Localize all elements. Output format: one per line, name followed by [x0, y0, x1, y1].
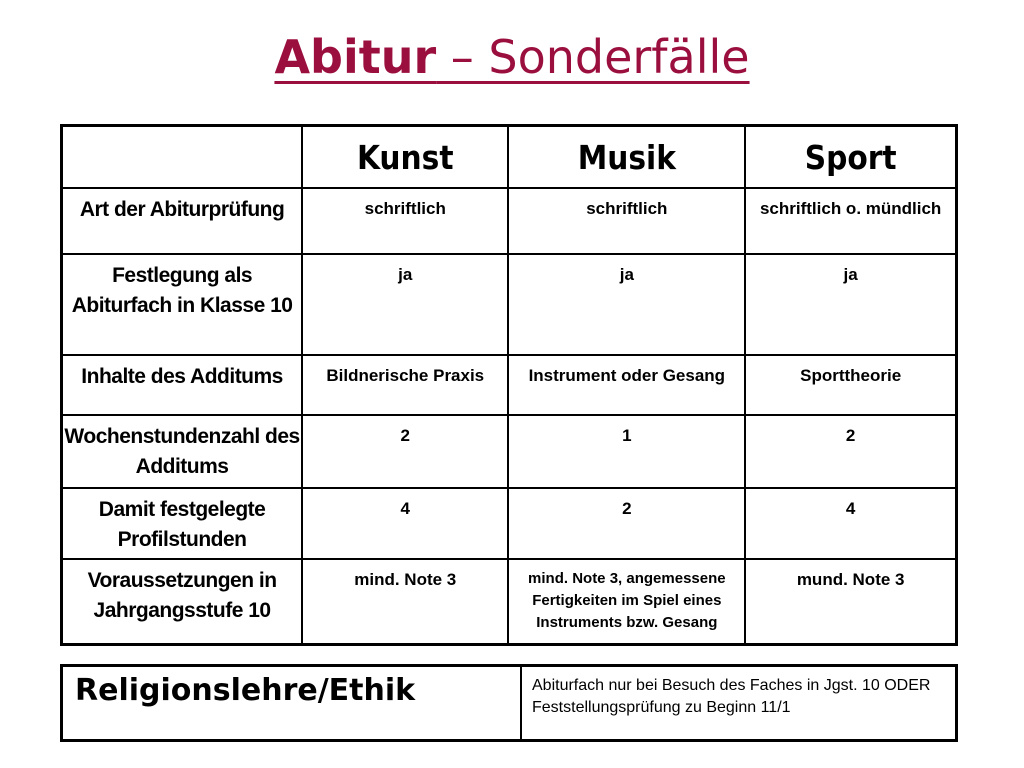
cell-sport: Sporttheorie	[745, 355, 956, 415]
row-label: Inhalte des Additums	[62, 355, 303, 415]
row-label: Art der Abiturprüfung	[62, 188, 303, 254]
religion-label: Religionslehre/Ethik	[62, 666, 522, 741]
cell-musik: Instrument oder Gesang	[508, 355, 745, 415]
header-cell-kunst: Kunst	[302, 126, 508, 189]
cell-kunst: schriftlich	[302, 188, 508, 254]
cell-musik: mind. Note 3, angemessene Fertigkeiten im Spiel eines Instruments bzw. Gesang	[508, 559, 745, 644]
title-bold: Abitur	[274, 30, 437, 84]
cell-sport: mund. Note 3	[745, 559, 956, 644]
cell-musik: ja	[508, 254, 745, 355]
table-row	[62, 559, 957, 644]
special-cases-table	[60, 124, 958, 646]
header-cell-musik: Musik	[508, 126, 745, 189]
table-row	[62, 666, 957, 741]
table-header-row	[62, 126, 957, 189]
cell-sport: 2	[745, 415, 956, 488]
row-label: Wochenstundenzahl des Additums	[62, 415, 303, 488]
religion-note: Abiturfach nur bei Besuch des Faches in Jgst. 10 ODER Feststellungsprüfung zu Beginn 11/1	[521, 666, 957, 741]
table-row	[62, 188, 957, 254]
header-cell-empty	[62, 126, 303, 189]
cell-musik: 2	[508, 488, 745, 559]
header-cell-sport: Sport	[745, 126, 956, 189]
table-row	[62, 415, 957, 488]
table-row	[62, 488, 957, 559]
cell-sport: schriftlich o. mündlich	[745, 188, 956, 254]
row-label: Voraussetzungen in Jahrgangsstufe 10	[62, 559, 303, 644]
page-title	[0, 30, 1024, 84]
cell-sport: 4	[745, 488, 956, 559]
cell-musik: schriftlich	[508, 188, 745, 254]
cell-kunst: 4	[302, 488, 508, 559]
cell-kunst: 2	[302, 415, 508, 488]
cell-kunst: Bildnerische Praxis	[302, 355, 508, 415]
table-row	[62, 254, 957, 355]
cell-kunst: ja	[302, 254, 508, 355]
religion-table	[60, 664, 958, 742]
cell-musik: 1	[508, 415, 745, 488]
cell-sport: ja	[745, 254, 956, 355]
row-label: Festlegung als Abiturfach in Klasse 10	[62, 254, 303, 355]
cell-kunst: mind. Note 3	[302, 559, 508, 644]
title-rest: – Sonderfälle	[436, 30, 750, 84]
table-row	[62, 355, 957, 415]
row-label: Damit festgelegte Profilstunden	[62, 488, 303, 559]
